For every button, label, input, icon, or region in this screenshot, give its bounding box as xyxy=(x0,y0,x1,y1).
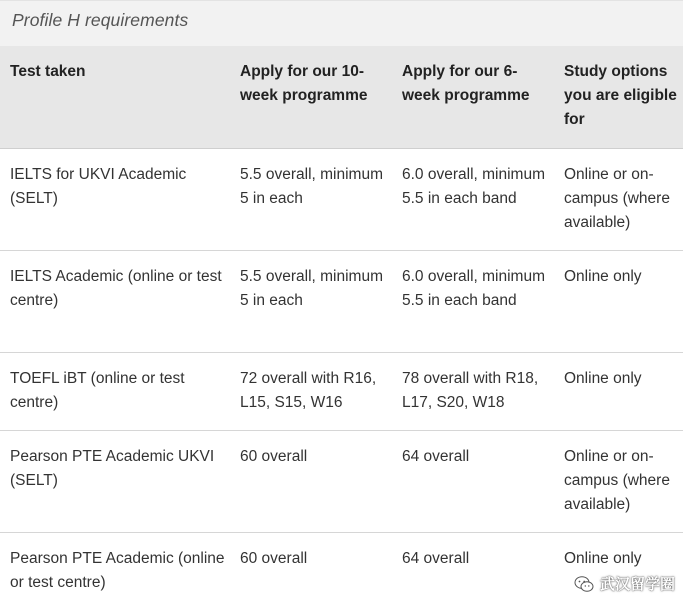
header-study-options: Study options you are eligible for xyxy=(564,63,677,128)
cell-options: Online or on-campus (where available) xyxy=(564,166,670,231)
table-header-row xyxy=(0,46,683,149)
table-caption xyxy=(0,0,683,46)
watermark xyxy=(574,573,675,594)
wechat-icon xyxy=(574,574,594,594)
cell-ten-week: 5.5 overall, minimum 5 in each xyxy=(240,166,383,207)
cell-six-week: 6.0 overall, minimum 5.5 in each band xyxy=(402,268,545,309)
cell-ten-week: 60 overall xyxy=(240,550,308,567)
table-row xyxy=(0,353,683,431)
caption-text: Profile H requirements xyxy=(12,10,189,30)
header-ten-week: Apply for our 10-week programme xyxy=(240,63,368,104)
cell-ten-week: 72 overall with R16, L15, S15, W16 xyxy=(240,370,377,411)
cell-test: IELTS for UKVI Academic (SELT) xyxy=(10,166,187,207)
header-test-taken: Test taken xyxy=(10,63,86,80)
cell-six-week: 78 overall with R18, L17, S20, W18 xyxy=(402,370,539,411)
cell-options: Online or on-campus (where available) xyxy=(564,448,670,513)
table-row xyxy=(0,533,683,608)
cell-ten-week: 5.5 overall, minimum 5 in each xyxy=(240,268,383,309)
table-row xyxy=(0,149,683,251)
cell-six-week: 64 overall xyxy=(402,448,470,465)
cell-test: TOEFL iBT (online or test centre) xyxy=(10,370,185,411)
table-row xyxy=(0,431,683,533)
cell-options: Online only xyxy=(564,268,642,285)
cell-test: Pearson PTE Academic (online or test centre) xyxy=(10,550,225,591)
cell-six-week: 6.0 overall, minimum 5.5 in each band xyxy=(402,166,545,207)
cell-options: Online only xyxy=(564,370,642,387)
table-row xyxy=(0,251,683,353)
cell-test: Pearson PTE Academic UKVI (SELT) xyxy=(10,448,215,489)
cell-options: Online only xyxy=(564,550,642,567)
cell-six-week: 64 overall xyxy=(402,550,470,567)
watermark-text: 武汉留学圈 xyxy=(599,575,675,593)
cell-ten-week: 60 overall xyxy=(240,448,308,465)
cell-test: IELTS Academic (online or test centre) xyxy=(10,268,222,309)
header-six-week: Apply for our 6-week programme xyxy=(402,63,530,104)
